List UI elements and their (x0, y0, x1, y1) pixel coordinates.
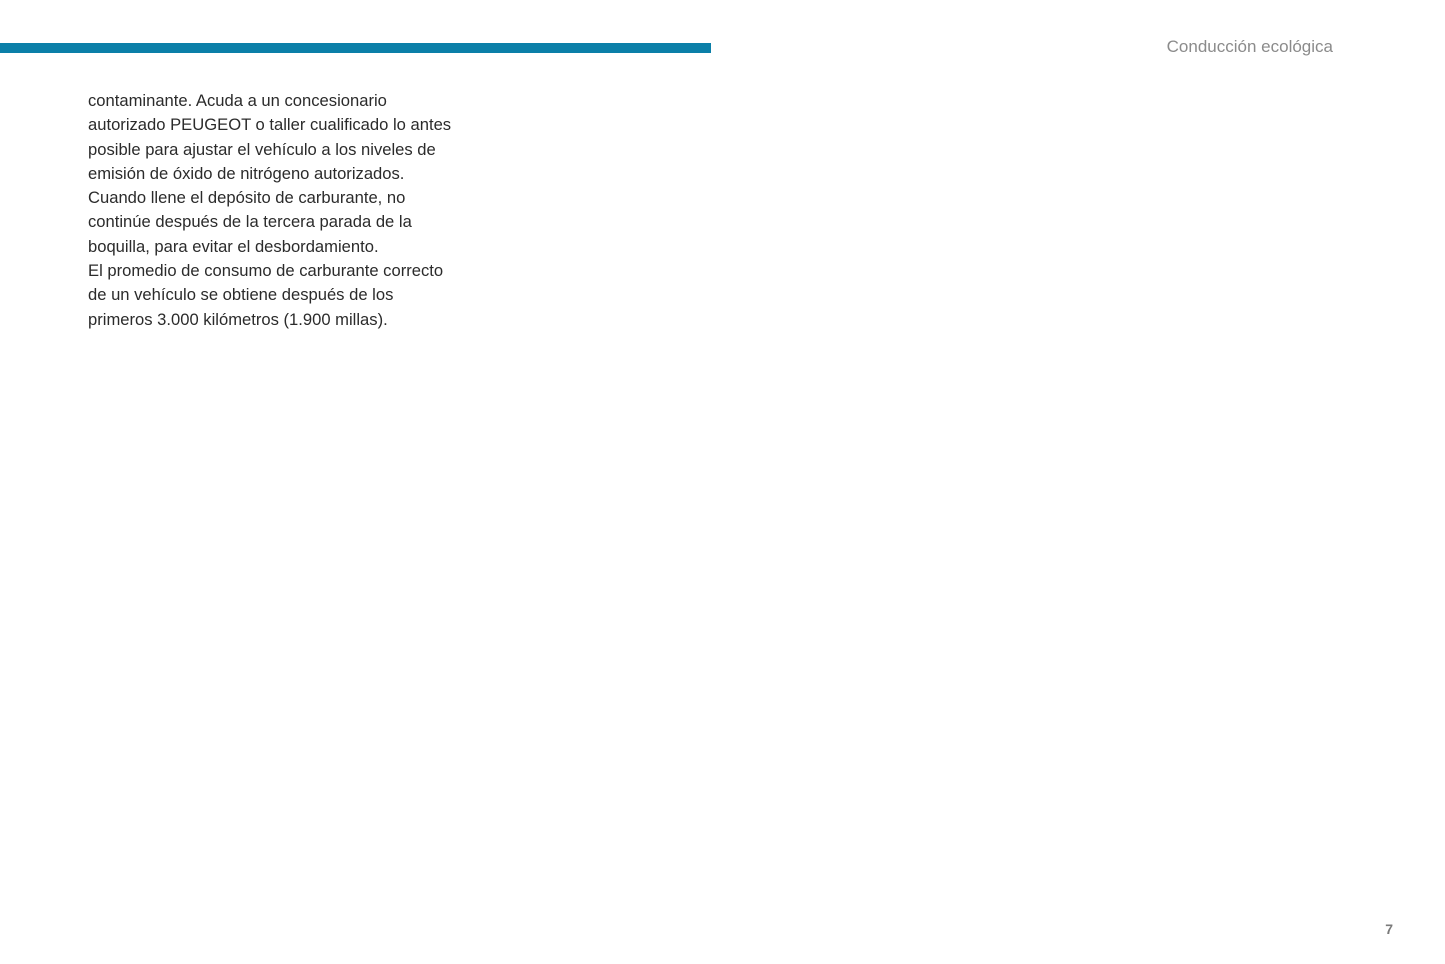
body-text-line: continúe después de la tercera parada de la (88, 212, 412, 232)
section-title: Conducción ecológica (1166, 37, 1333, 56)
body-text-line: autorizado PEUGEOT o taller cualificado lo antes (88, 115, 452, 135)
header-accent-bar (0, 43, 711, 53)
body-text-line: Cuando llene el depósito de carburante, no (88, 188, 406, 208)
body-text-line: posible para ajustar el vehículo a los niveles de (88, 139, 436, 159)
body-text-line: El promedio de consumo de carburante correcto (88, 261, 444, 281)
body-text-line: de un vehículo se obtiene después de los (88, 285, 394, 305)
body-text-line: contaminante. Acuda a un concesionario (88, 91, 387, 110)
body-text-line: primeros 3.000 kilómetros (1.900 millas). (88, 309, 388, 329)
body-text-line: boquilla, para evitar el desbordamiento. (88, 236, 379, 256)
page-number: 7 (1385, 921, 1393, 937)
body-text-line: emisión de óxido de nitrógeno autorizados. (88, 163, 405, 183)
body-text-column (88, 89, 498, 332)
